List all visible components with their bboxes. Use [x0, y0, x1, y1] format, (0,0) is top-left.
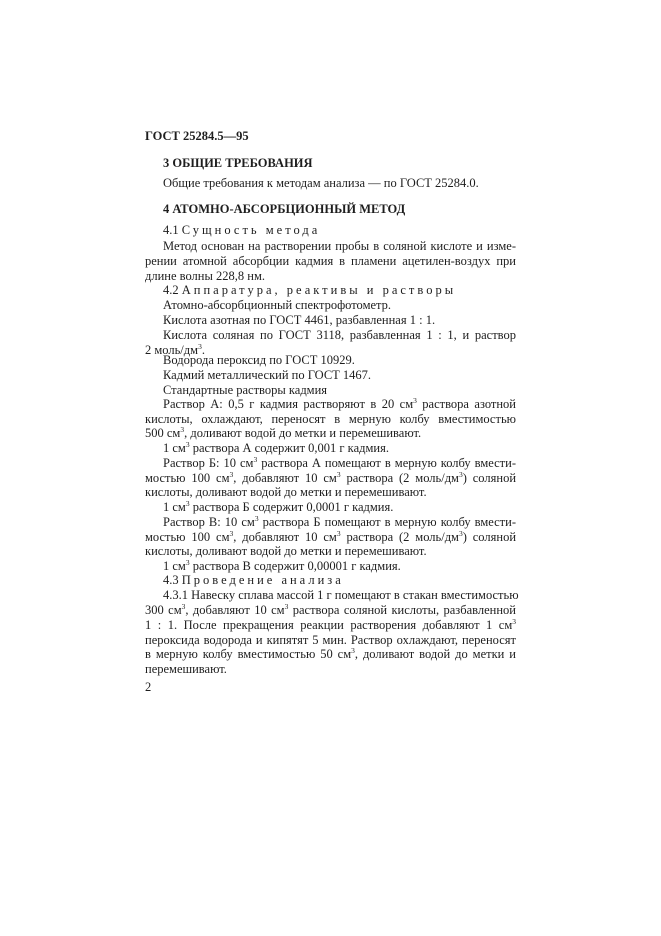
text-line: Раствор Б: 10 $см^3$ раствора А помещают в мерную колбу вмести- [163, 455, 516, 470]
subsection-4-1-heading [163, 222, 516, 238]
text-line: 300 $см^3$, добавляют 10 $см^3$ раствора соляной кислоты, разбавленной [145, 602, 516, 617]
subsection-4-3-heading [163, 572, 516, 588]
text-line: Раствор В: 10 $см^3$ раствора Б помещают в мерную колбу вмести- [163, 514, 516, 529]
text-line: в мерную колбу вместимостью 50 $см^3$, доливают водой до метки и [145, 646, 516, 661]
subsection-number: 4.3 [163, 573, 179, 587]
text-line: 1 $см^3$ раствора А содержит 0,001 г кадмия. [163, 440, 389, 455]
text-line: кислоты, доливают водой до метки и перемешивают. [145, 485, 427, 499]
text-line: 2 моль/$дм^3$. [145, 342, 205, 357]
text-line: Раствор А: 0,5 г кадмия растворяют в 20 $см^3$ раствора азотной [163, 396, 517, 411]
text-line: 500 $см^3$, доливают водой до метки и перемешивают. [145, 425, 422, 440]
text-line: длине волны 228,8 нм. [145, 269, 265, 283]
text-line: 1 : 1. После прекращения реакции растворения добавляют 1 $см^3$ [145, 617, 516, 632]
text-line: Кислота азотная по ГОСТ 4461, разбавленная 1 : 1. [163, 313, 436, 327]
section-4-title: 4 АТОМНО-АБСОРБЦИОННЫЙ МЕТОД [163, 202, 406, 216]
subsection-4-2-heading [163, 282, 516, 298]
text-line: Стандартные растворы кадмия [163, 383, 328, 397]
subsection-number: 4.2 [163, 283, 179, 297]
text-line: Кадмий металлический по ГОСТ 1467. [163, 368, 372, 382]
text-line: кислоты, охлаждают, переносят в мерную колбу вместимостью [145, 412, 516, 426]
subsection-title: Проведение анализа [181, 573, 344, 587]
text-line: Кислота соляная по ГОСТ 3118, разбавленная 1 : 1, и раствор [163, 328, 516, 342]
page-number: 2 [145, 680, 152, 694]
text-line: Атомно-абсорбционный спектрофотометр. [163, 298, 392, 312]
text-line: пероксида водорода и кипятят 5 мин. Раствор охлаждают, переносят [145, 633, 516, 647]
subsection-number: 4.1 [163, 223, 179, 237]
section-3-title: 3 ОБЩИЕ ТРЕБОВАНИЯ [163, 156, 313, 170]
text-line: 4.3.1 Навеску сплава массой 1 г помещают в стакан вместимостью [163, 588, 519, 602]
text-line: перемешивают. [145, 662, 227, 676]
text-line: мостью 100 $см^3$, добавляют 10 $см^3$ раствора (2 моль/$дм^3$) соляной [145, 529, 517, 544]
section-3-text: Общие требования к методам анализа — по ГОСТ 25284.0. [163, 176, 479, 190]
subsection-title: Сущность метода [181, 223, 321, 237]
text-line: мостью 100 $см^3$, добавляют 10 $см^3$ раствора (2 моль/$дм^3$) соляной [145, 470, 517, 485]
text-line: 1 $см^3$ раствора Б содержит 0,0001 г кадмия. [163, 499, 394, 514]
text-line: Метод основан на растворении пробы в соляной кислоте и изме- [163, 239, 516, 253]
doc-header: ГОСТ 25284.5—95 [145, 129, 249, 143]
text-line: Водорода пероксид по ГОСТ 10929. [163, 353, 355, 367]
text-line: 1 $см^3$ раствора В содержит 0,00001 г кадмия. [163, 558, 401, 573]
text-line: рении атомной абсорбции кадмия в пламени ацетилен-воздух при [145, 254, 516, 268]
subsection-title: Аппаратура, реактивы и растворы [181, 283, 457, 297]
text-line: кислоты, доливают водой до метки и перемешивают. [145, 544, 427, 558]
